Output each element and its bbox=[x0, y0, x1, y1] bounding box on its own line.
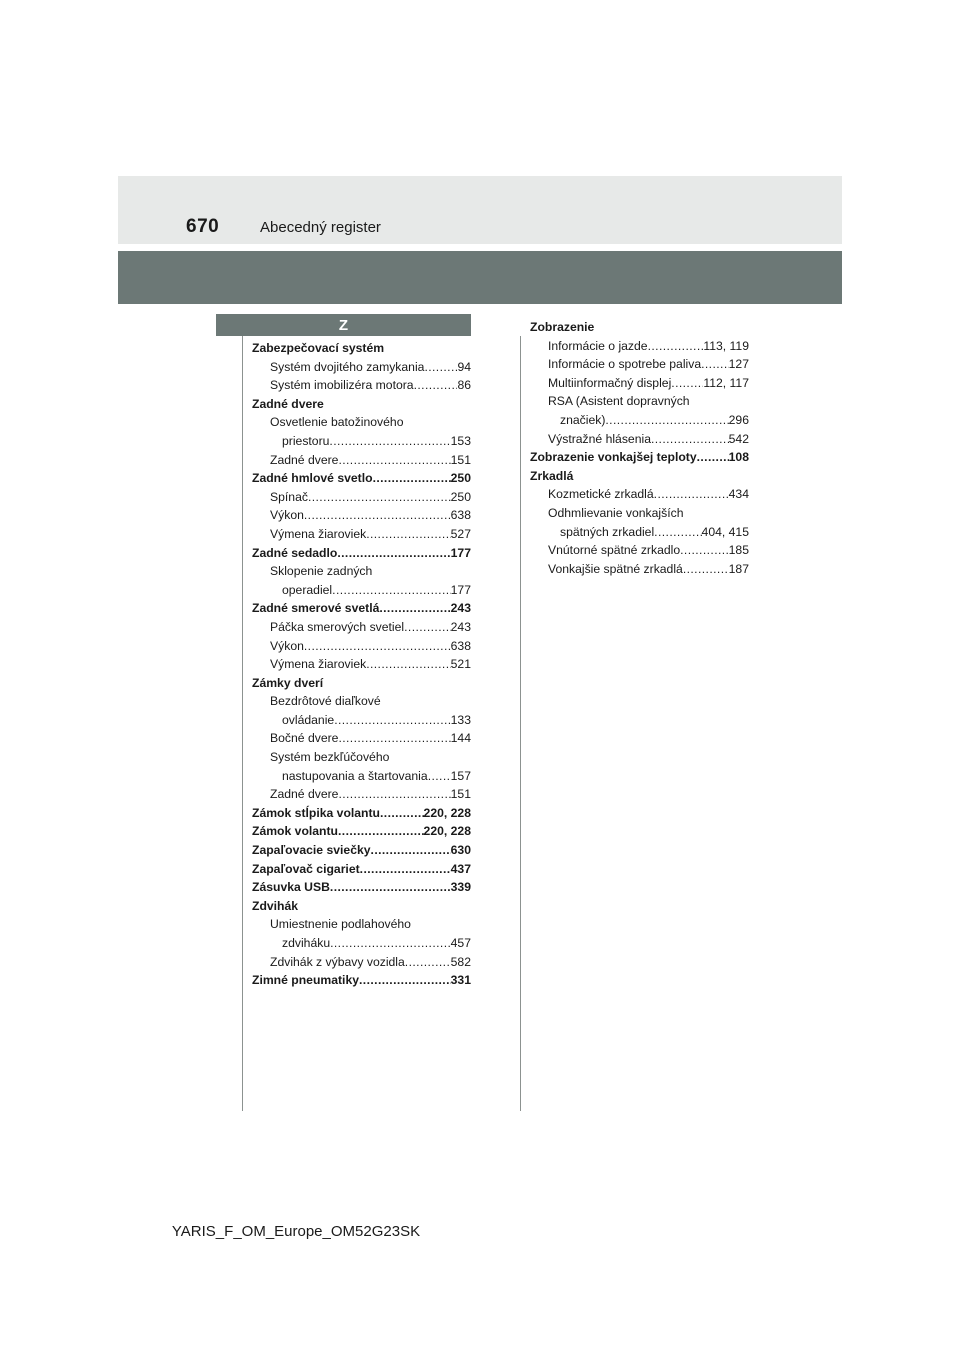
entry-label: Umiestnenie podlahového bbox=[270, 917, 411, 932]
entry-label: Výstražné hlásenia bbox=[548, 431, 651, 446]
index-entry-sub bbox=[530, 485, 749, 504]
dot-leader bbox=[654, 485, 729, 504]
entry-label: Vonkajšie spätné zrkadlá bbox=[548, 561, 683, 576]
entry-page-ref: 86 bbox=[457, 378, 471, 393]
dot-leader bbox=[648, 337, 704, 356]
entry-page-ref: 527 bbox=[450, 526, 471, 541]
entry-label: Zobrazenie bbox=[530, 320, 595, 334]
entry-page-ref: 112, 117 bbox=[703, 375, 749, 390]
index-entry-sub bbox=[530, 411, 749, 430]
entry-label: Multiinformačný displej bbox=[548, 375, 672, 390]
entry-label: Systém bezkľúčového bbox=[270, 750, 390, 765]
index-entry-sub bbox=[530, 374, 749, 393]
index-entry-sub bbox=[252, 785, 471, 804]
entry-label: Informácie o spotrebe paliva bbox=[548, 357, 702, 372]
index-entry-sub bbox=[252, 358, 471, 377]
section-title: Abecedný register bbox=[260, 219, 381, 236]
entry-page-ref: 243 bbox=[450, 619, 471, 634]
index-letter: Z bbox=[338, 316, 349, 334]
entry-page-ref: 151 bbox=[450, 787, 471, 802]
entry-label: Zadné dvere bbox=[252, 396, 324, 411]
entry-label: Zámok stĺpika volantu bbox=[252, 805, 380, 820]
entry-label: Zimné pneumatiky bbox=[252, 973, 360, 988]
dot-leader bbox=[338, 822, 424, 841]
index-entry-sub bbox=[252, 711, 471, 730]
index-entry-sub bbox=[530, 560, 749, 579]
entry-page-ref: 457 bbox=[450, 936, 471, 950]
entry-label: zdviháku bbox=[282, 936, 331, 950]
entry-page-ref: 220, 228 bbox=[423, 824, 471, 839]
dot-leader bbox=[330, 934, 451, 953]
dot-leader bbox=[379, 599, 450, 618]
header-band bbox=[118, 176, 842, 244]
entry-label: Zrkadlá bbox=[530, 468, 574, 483]
index-entry-sub bbox=[252, 581, 471, 600]
entry-page-ref: 151 bbox=[450, 452, 471, 467]
entry-label: značiek) bbox=[560, 412, 606, 427]
column-divider-left bbox=[242, 336, 243, 1111]
entry-page-ref: 157 bbox=[450, 768, 471, 783]
dot-leader bbox=[701, 355, 729, 374]
entry-label: operadiel bbox=[282, 582, 333, 597]
index-entry-sub bbox=[252, 618, 471, 637]
page-number: 670 bbox=[186, 216, 220, 237]
entry-page-ref: 133 bbox=[450, 712, 471, 727]
dot-leader bbox=[424, 358, 457, 377]
entry-label: Zadné hmlové svetlo bbox=[252, 471, 373, 486]
entry-page-ref: 94 bbox=[457, 359, 471, 374]
index-entry-sub bbox=[252, 376, 471, 395]
entry-label: spätných zrkadiel bbox=[560, 524, 655, 539]
index-entry-sub bbox=[530, 392, 749, 411]
entry-page-ref: 177 bbox=[450, 545, 471, 560]
index-entry-sub bbox=[530, 337, 749, 356]
dot-leader bbox=[330, 878, 451, 897]
index-entry-main bbox=[252, 822, 471, 841]
index-entry-main bbox=[252, 971, 471, 990]
entry-label: Zadné smerové svetlá bbox=[252, 601, 380, 616]
index-entry-main bbox=[252, 804, 471, 823]
index-entry-sub bbox=[252, 562, 471, 581]
index-entry-main bbox=[252, 599, 471, 618]
index-entry-sub bbox=[252, 655, 471, 674]
entry-page-ref: 250 bbox=[450, 489, 471, 504]
column-divider-middle bbox=[520, 336, 521, 1111]
dot-leader bbox=[366, 655, 450, 674]
dot-leader bbox=[404, 618, 451, 637]
entry-page-ref: 220, 228 bbox=[423, 805, 471, 820]
entry-label: Zdvihák z výbavy vozidla bbox=[270, 954, 405, 969]
dot-leader bbox=[654, 523, 701, 542]
entry-label: Výmena žiaroviek bbox=[270, 657, 367, 672]
entry-label: Zapaľovač cigariet bbox=[252, 861, 360, 876]
document-footer: YARIS_F_OM_Europe_OM52G23SK bbox=[171, 1223, 421, 1240]
index-entry-sub bbox=[530, 430, 749, 449]
entry-page-ref: 250 bbox=[450, 471, 471, 486]
entry-label: Zámok volantu bbox=[252, 824, 339, 839]
dot-leader bbox=[680, 541, 729, 560]
dot-leader bbox=[359, 971, 451, 990]
entry-page-ref: 638 bbox=[450, 638, 471, 653]
dot-leader bbox=[332, 581, 451, 600]
entry-label: Zabezpečovací systém bbox=[252, 341, 385, 355]
entry-page-ref: 638 bbox=[450, 508, 471, 523]
entry-label: RSA (Asistent dopravných bbox=[548, 394, 690, 409]
index-entry-sub bbox=[252, 506, 471, 525]
entry-label: Zámky dverí bbox=[252, 675, 324, 690]
dot-leader bbox=[373, 469, 451, 488]
index-entry-sub bbox=[252, 488, 471, 507]
index-entry-main bbox=[252, 897, 471, 916]
entry-label: nastupovania a štartovania bbox=[282, 768, 428, 783]
entry-label: Odhmlievanie vonkajších bbox=[548, 505, 684, 520]
dot-leader bbox=[651, 430, 729, 449]
entry-label: Vnútorné spätné zrkadlo bbox=[548, 543, 681, 558]
index-letter-heading bbox=[216, 314, 471, 336]
dot-leader bbox=[334, 711, 450, 730]
entry-page-ref: 153 bbox=[450, 433, 471, 448]
entry-page-ref: 434 bbox=[728, 487, 749, 502]
entry-label: Systém dvojitého zamykania bbox=[270, 359, 425, 374]
index-entry-main bbox=[252, 395, 471, 414]
entry-page-ref: 331 bbox=[450, 973, 471, 988]
index-entry-sub bbox=[252, 413, 471, 432]
entry-label: Bočné dvere bbox=[270, 731, 339, 746]
entry-page-ref: 187 bbox=[728, 561, 749, 576]
entry-label: Bezdrôtové diaľkové bbox=[270, 694, 381, 709]
index-entry-sub bbox=[530, 504, 749, 523]
entry-label: Zadné dvere bbox=[270, 787, 339, 802]
entry-label: Výmena žiaroviek bbox=[270, 526, 367, 541]
entry-label: Zapaľovacie sviečky bbox=[252, 843, 371, 858]
dot-leader bbox=[308, 488, 451, 507]
entry-label: Výkon bbox=[270, 638, 304, 653]
entry-page-ref: 542 bbox=[728, 431, 749, 446]
entry-page-ref: 185 bbox=[728, 543, 749, 558]
index-entry-main bbox=[252, 841, 471, 860]
dot-leader bbox=[338, 729, 450, 748]
entry-page-ref: 582 bbox=[450, 954, 471, 969]
index-entry-main bbox=[252, 469, 471, 488]
entry-label: Páčka smerových svetiel bbox=[270, 619, 405, 634]
index-entry-sub bbox=[252, 915, 471, 934]
index-entry-main bbox=[530, 448, 749, 467]
dot-leader bbox=[337, 544, 450, 563]
entry-label: priestoru bbox=[282, 433, 330, 448]
entry-label: Zadné sedadlo bbox=[252, 545, 338, 560]
dot-leader bbox=[304, 637, 451, 656]
entry-label: Zásuvka USB bbox=[252, 880, 330, 895]
index-entry-sub bbox=[530, 355, 749, 374]
entry-label: Informácie o jazde bbox=[548, 338, 648, 353]
entry-label: Kozmetické zrkadlá bbox=[548, 487, 654, 502]
entry-page-ref: 243 bbox=[450, 601, 471, 616]
section-band bbox=[118, 251, 842, 304]
entry-page-ref: 296 bbox=[728, 412, 749, 427]
index-entry-sub bbox=[252, 637, 471, 656]
index-column-left bbox=[252, 339, 471, 990]
dot-leader bbox=[428, 767, 451, 786]
entry-page-ref: 521 bbox=[450, 657, 471, 672]
dot-leader bbox=[697, 448, 729, 467]
dot-leader bbox=[371, 841, 451, 860]
dot-leader bbox=[405, 953, 451, 972]
dot-leader bbox=[380, 804, 424, 823]
entry-label: Sklopenie zadných bbox=[270, 564, 373, 579]
index-entry-sub bbox=[252, 525, 471, 544]
index-entry-sub bbox=[252, 748, 471, 767]
index-column-right bbox=[530, 318, 749, 578]
index-entry-main bbox=[252, 860, 471, 879]
entry-page-ref: 630 bbox=[450, 843, 471, 858]
entry-label: Výkon bbox=[270, 508, 304, 523]
dot-leader bbox=[304, 506, 451, 525]
entry-label: Spínač bbox=[270, 489, 308, 504]
dot-leader bbox=[360, 860, 451, 879]
entry-label: Zadné dvere bbox=[270, 452, 339, 467]
entry-label: Zdvihák bbox=[252, 898, 299, 913]
dot-leader bbox=[329, 432, 450, 451]
index-entry-sub bbox=[530, 541, 749, 560]
dot-leader bbox=[683, 560, 729, 579]
index-entry-main bbox=[252, 544, 471, 563]
index-entry-sub bbox=[252, 432, 471, 451]
entry-label: ovládanie bbox=[282, 712, 335, 727]
dot-leader bbox=[338, 451, 450, 470]
entry-label: Osvetlenie batožinového bbox=[270, 415, 404, 430]
entry-page-ref: 127 bbox=[728, 357, 749, 372]
index-entry-sub bbox=[530, 523, 749, 542]
dot-leader bbox=[338, 785, 450, 804]
entry-page-ref: 144 bbox=[450, 731, 471, 746]
index-entry-sub bbox=[252, 692, 471, 711]
index-entry-sub bbox=[252, 953, 471, 972]
dot-leader bbox=[366, 525, 450, 544]
index-entry-main bbox=[252, 674, 471, 693]
dot-leader bbox=[605, 411, 728, 430]
index-entry-main bbox=[252, 339, 471, 358]
index-entry-sub bbox=[252, 934, 471, 953]
dot-leader bbox=[414, 376, 458, 395]
entry-page-ref: 437 bbox=[450, 861, 471, 876]
dot-leader bbox=[671, 374, 703, 393]
index-entry-sub bbox=[252, 729, 471, 748]
entry-label: Zobrazenie vonkajšej teploty bbox=[530, 450, 697, 465]
index-entry-main bbox=[252, 878, 471, 897]
index-entry-sub bbox=[252, 767, 471, 786]
entry-page-ref: 404, 415 bbox=[701, 524, 749, 539]
entry-page-ref: 108 bbox=[728, 450, 749, 465]
index-entry-main bbox=[530, 467, 749, 486]
entry-label: Systém imobilizéra motora bbox=[270, 378, 414, 393]
entry-page-ref: 113, 119 bbox=[703, 338, 749, 353]
index-entry-main bbox=[530, 318, 749, 337]
entry-page-ref: 177 bbox=[450, 582, 471, 597]
entry-page-ref: 339 bbox=[450, 880, 471, 895]
index-entry-sub bbox=[252, 451, 471, 470]
